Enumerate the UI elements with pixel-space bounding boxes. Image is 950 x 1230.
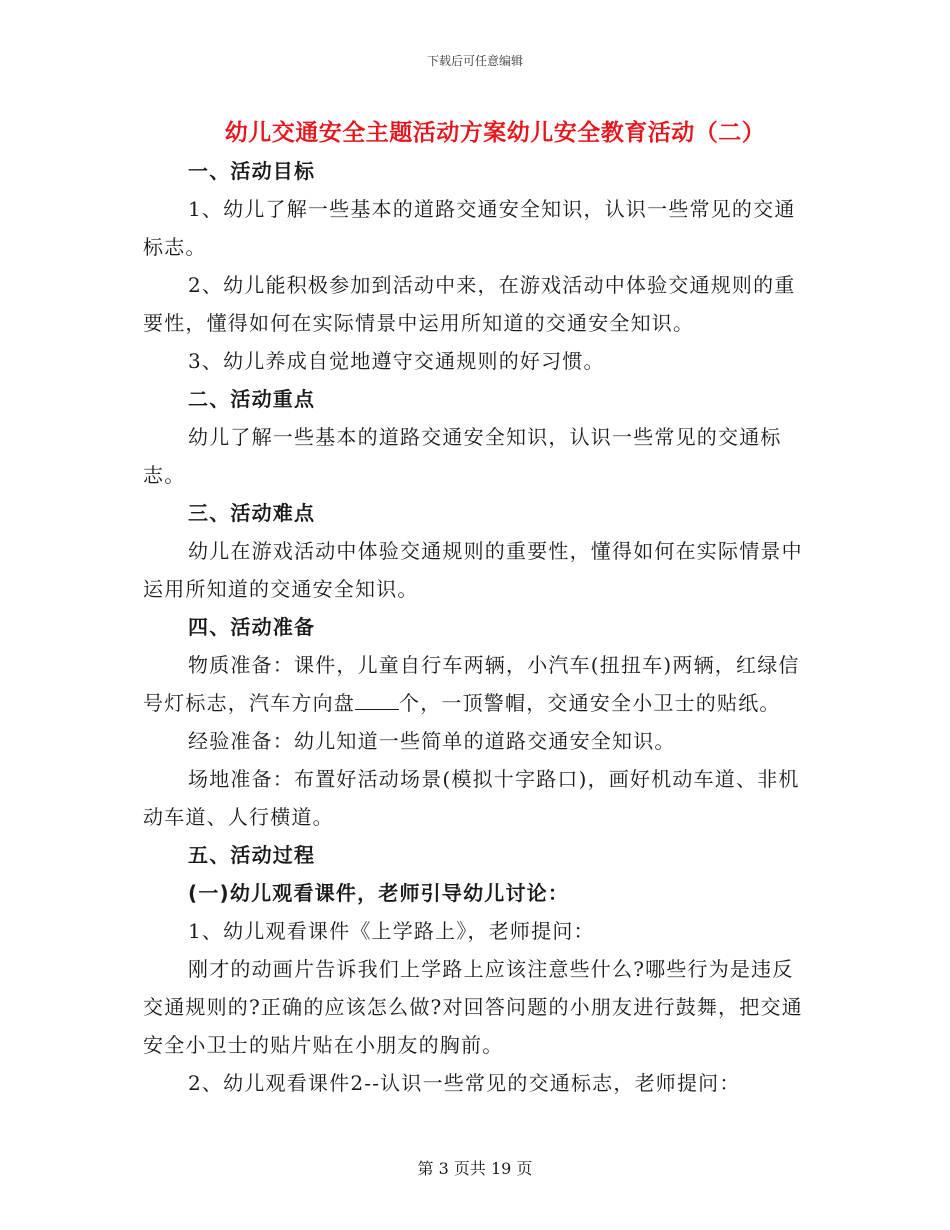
process-subheading-1: (一)幼儿观看课件，老师引导幼儿讨论： (188, 881, 570, 905)
focus-text: 幼儿了解一些基本的道路交通安全知识，认识一些常见的交通标志。 (143, 425, 782, 487)
difficulty-text: 幼儿在游戏活动中体验交通规则的重要性，懂得如何在实际情景中运用所知道的交通安全知识。 (143, 539, 803, 601)
section-heading-goals: 一、活动目标 (188, 159, 316, 183)
experience-preparation: 经验准备：幼儿知道一些简单的道路交通安全知识。 (188, 729, 676, 753)
process-item-1: 1、幼儿观看课件《上学路上》，老师提问： (188, 919, 595, 943)
section-heading-preparation: 四、活动准备 (188, 615, 316, 639)
header-note: 下载后可任意编辑 (426, 54, 523, 68)
fill-in-blank (355, 691, 399, 710)
section-heading-difficulty: 三、活动难点 (188, 501, 316, 525)
material-preparation-part-a: 物质准备：课件，儿童自行车两辆，小汽车(扭扭车)两辆，红绿信号灯标志，汽车方向盘 (143, 653, 800, 715)
goal-item-2: 2、幼儿能积极参加到活动中来，在游戏活动中体验交通规则的重要性，懂得如何在实际情景中运用所知道的交通安全知识。 (143, 273, 796, 335)
venue-preparation: 场地准备：布置好活动场景(模拟十字路口)，画好机动车道、非机动车道、人行横道。 (143, 767, 800, 829)
material-preparation (143, 646, 807, 722)
process-item-2: 2、幼儿观看课件2--认识一些常见的交通标志，老师提问： (188, 1071, 741, 1095)
goal-item-3: 3、幼儿养成自觉地遵守交通规则的好习惯。 (188, 349, 605, 373)
page-footer: 第 3 页共 19 页 (417, 1159, 533, 1178)
process-item-1-text: 刚才的动画片告诉我们上学路上应该注意些什么?哪些行为是违反交通规则的?正确的应该怎么做?对回答问题的小朋友进行鼓舞，把交通安全小卫士的贴片贴在小朋友的胸前。 (143, 957, 803, 1057)
document-title: 幼儿交通安全主题活动方案幼儿安全教育活动（二） (224, 120, 766, 146)
material-preparation-part-b: 个，一顶警帽，交通安全小卫士的贴纸。 (399, 691, 781, 715)
document-body (143, 152, 807, 1102)
goal-item-1: 1、幼儿了解一些基本的道路交通安全知识，认识一些常见的交通标志。 (143, 197, 796, 259)
section-heading-focus: 二、活动重点 (188, 387, 316, 411)
section-heading-process: 五、活动过程 (188, 843, 316, 867)
